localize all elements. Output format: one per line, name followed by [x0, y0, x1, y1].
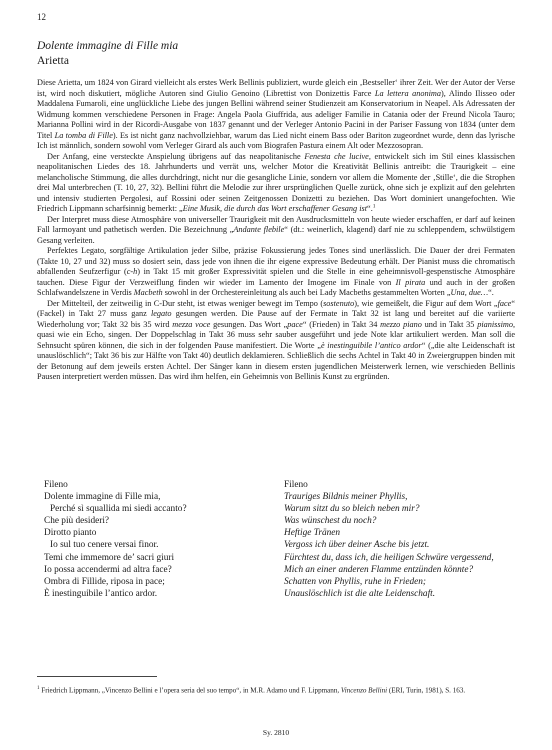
poem-italian — [44, 479, 264, 600]
poem-line: Mich an einer anderen Flamme entzünden könnte? — [284, 564, 474, 575]
paragraph — [37, 299, 515, 383]
poem-line: Unauslöschlich ist die alte Leidenschaft. — [284, 588, 436, 599]
text-run: gesungen. Das Wort „ — [210, 319, 288, 329]
text-run: “ („die alte Leidenschaft ist unauslöschlich“; Takt 36 bis zur Hälfte von Takt 40) deutlich deklamieren. Schließlich die sechs Achtel in Takt 40 in Zweiergruppen binden mit der Betonung auf dem jeweils ersten Achtel. Der Sänger kann in diesem ersten jugendlichen Meisterwerk lernen, wie verschieden Bellinis Pausen interpretiert werden müssen. Das wird ihm helfen, ein Geheimnis von Bellinis Kunst zu ergründen. — [37, 340, 515, 381]
footnote-divider — [37, 676, 157, 677]
italic-text: Una, due… — [450, 288, 489, 297]
song-title: Dolente immagine di Fille mia — [37, 40, 179, 52]
poem-line: Warum sitzt du so bleich neben mir? — [284, 504, 420, 515]
text-run: Der Anfang, eine versteckte Anspielung übrigens auf das neapolitanische — [47, 151, 305, 161]
italic-text: Macbeth — [133, 288, 163, 297]
text-run: ), wie gemeißelt, die Figur auf dem Wort „ — [354, 298, 498, 308]
italic-text: è inestinguibile l’antico ardor — [320, 340, 422, 350]
text-run: gesungen werden. Die Pause auf der Fermate in Takt 32 ist lang und bereitet auf die variierte Wiederholung vor; Takt 32 bis 35 wird — [37, 309, 515, 329]
poem-line: Vergoss ich über deiner Asche bis jetzt. — [284, 540, 430, 551]
footnote-number: 1 — [37, 686, 40, 691]
footnote — [37, 684, 515, 695]
italic-text: Vincenzo Bellini — [340, 686, 388, 695]
italic-text: sostenuto — [323, 298, 355, 308]
text-run: Der Interpret muss diese Atmosphäre von universeller Traurigkeit mit den Ausdrucksmitteln von heute wieder erschaffen, er darf auf keinen Fall larmoyant und pathetisch werden. Die Bezeichnung „ — [37, 214, 515, 234]
italic-text: mezza voce — [172, 319, 211, 329]
text-run: (ERI, Turin, 1981), S. 163. — [387, 686, 466, 695]
text-run: , quasi wie ein Echo, singen. Der Doppelschlag in Takt 36 muss sehr sauber ausgeführt und jede Note klar artikuliert werden. Man soll die Sehnsucht spüren können, die sich in der folgenden Pause manifestiert. Die Worte „ — [37, 319, 516, 350]
text-run: “. — [488, 288, 494, 297]
poem-line: È inestinguibile l’antico ardor. — [44, 588, 158, 599]
poem-line: Heftige Tränen — [284, 528, 341, 539]
text-run: , entwickelt sich im Stil eines klassischen neapolitanischen Liedes des 18. Jahrhunderts und verrät uns, welcher Motor die Kreativität Bellinis antreibt: die Traurigkeit – eine melancholische Stimmung, die alles durchdringt, nicht nur die gesangliche Linie, sondern vor allem die Momente der ‚Stille‘, die die Strophen drei Mal unterbrechen (T. 10, 27, 32). Bellini führt die Melodie zur ihrer ursprünglichen Quelle zurück, ohne sich je explizit auf den gelehrten und intensiv studierten Pergolesi, auf Rossini oder seinen Zeitgenossen Donizetti zu beziehen. Das Wort dominiert unangefochten. Wie Friedrich Lippmann scharfsinnig bemerkt: „ — [37, 151, 515, 213]
song-subtitle: Arietta — [37, 55, 69, 67]
text-run: ). Es ist nicht ganz nachvollziehbar, warum das Lied nicht einem Bass oder Bariton zugeordnet wurde, denn das lyrische Ich ist männlich, sondern sowohl vom Verleger Girard als auch vom Biografen Pastura einem Alt oder Mezzosopran. — [37, 130, 515, 150]
poem-line: Trauriges Bildnis meiner Phyllis, — [284, 492, 408, 503]
text-run: und in Takt 35 — [421, 319, 478, 329]
italic-text: face — [497, 298, 512, 308]
italic-text: c-h — [126, 267, 138, 276]
text-run: sowohl in der Orchestereinleitung als auch bei Lady Macbeths gestammelten Worten „ — [162, 288, 451, 297]
italic-text: pace — [287, 319, 303, 329]
poem-line: Temi che immemore de’ sacri giuri — [44, 552, 175, 563]
text-run: Friedrich Lippmann, „Vincenzo Bellini e l’opera seria del suo tempo“, in M.R. Adamo und F. Lippmann, — [41, 686, 341, 695]
poem-line: Dolente immagine di Fille mia, — [44, 492, 161, 503]
paragraph — [37, 215, 515, 247]
poem-german — [284, 479, 524, 600]
poem-line: Ombra di Fillide, riposa in pace; — [44, 576, 165, 587]
italic-text: Andante flebile — [233, 225, 285, 234]
text-run: ), Alindo Ilisseo oder Maddalena Fumaroli, eine unglückliche Liebe des jungen Bellini während seiner Studienzeit am Konservatorium in Neapel. Als Adressaten der Widmung kommen verschiedene Personen in Frage: Angela Paola Giuffrida, aus adeliger Familie in Catania oder der Freund Nicola Tauro; Marianna Pollini wird in der Ricordi-Ausgabe von 1837 genannt und der Verleger Antonio Pacini in der Pariser Fassung von 1834 (unter dem Titel — [37, 88, 516, 140]
text-run: Der Mittelteil, der zeitweilig in C-Dur steht, ist etwas weniger bewegt im Tempo ( — [47, 298, 324, 308]
italic-text: La tomba di Fille — [54, 130, 113, 140]
paragraph — [37, 152, 515, 215]
italic-text: Il pirata — [395, 277, 426, 287]
paragraph — [37, 78, 515, 152]
poem-line: Dirotto pianto — [44, 528, 97, 539]
text-run: und auch in der großen Schlafwandelszene in Verdis — [37, 277, 516, 297]
text-run: “ (Frieden) in Takt 34 — [302, 319, 381, 329]
poem-line: Was wünschest du noch? — [284, 516, 377, 527]
poem-line: Fileno — [44, 480, 68, 490]
italic-text: legato — [150, 309, 172, 318]
text-run: “ (Fackel) in Takt 27 muss ganz — [37, 298, 515, 318]
poem-line: Io sul tuo cenere versai finor. — [50, 540, 159, 551]
footnote-reference: 1 — [372, 203, 376, 210]
italic-text: mezzo piano — [380, 319, 422, 329]
poem-line: Che più desideri? — [44, 516, 110, 527]
text-run: “ (dt.: weinerlich, klagend) darf nie zu schleppendem, schwülstigem Gesang verleiten. — [37, 225, 515, 245]
poem-line: Perché sì squallida mi siedi accanto? — [50, 504, 187, 515]
page-number: 12 — [37, 12, 46, 22]
poem-line: Io possa accendermi ad altra face? — [44, 564, 172, 575]
text-run: Perfektes Legato, sorgfältige Artikulation jeder Silbe, präzise Fokussierung jedes Tones sind unerlässlich. Die Dauer der drei Fermaten (Takte 10, 27 und 32) muss so dosiert sein, dass jede von ihnen die ihr eigene expressive Bedeutung erhält. Der Pianist muss die chromatisch abfallenden Seufzerfigur ( — [37, 246, 515, 276]
poem-line: Schatten von Phyllis, ruhe in Frieden; — [284, 576, 426, 587]
italic-text: Eine Musik, die durch das Wort erschaffener Gesang ist — [182, 204, 368, 213]
text-run: ) in Takt 15 mit großer Expressivität spielen und die Stelle in eine geheimnisvoll-gespenstische Atmosphäre tauchen. Diese Figur der Verzweiflung finden wir wieder im Lamento der Imogene im Finale von — [37, 267, 515, 287]
paragraph — [37, 246, 515, 299]
commentary-body — [37, 78, 515, 383]
footnote-text — [41, 686, 465, 694]
poem-line: Fileno — [284, 480, 308, 490]
poem-line: Fürchtest du, dass ich, die heiligen Schwüre vergessend, — [284, 552, 494, 563]
italic-text: Fenesta che lucive — [304, 151, 369, 161]
text-run: Diese Arietta, um 1824 von Girard vielleicht als erstes Werk Bellinis publiziert, wurde gleich ein ‚Bestseller‘ ihrer Zeit. Wer der Autor der Verse ist, wird noch diskutiert, mögliche Autoren sind Giulio Genoino (Librettist von Donizettis Farce — [37, 78, 515, 98]
italic-text: La lettera anonima — [374, 88, 442, 98]
text-run: “. — [367, 204, 373, 213]
italic-text: pianissimo — [477, 319, 513, 329]
plate-number: Sy. 2810 — [262, 728, 290, 737]
